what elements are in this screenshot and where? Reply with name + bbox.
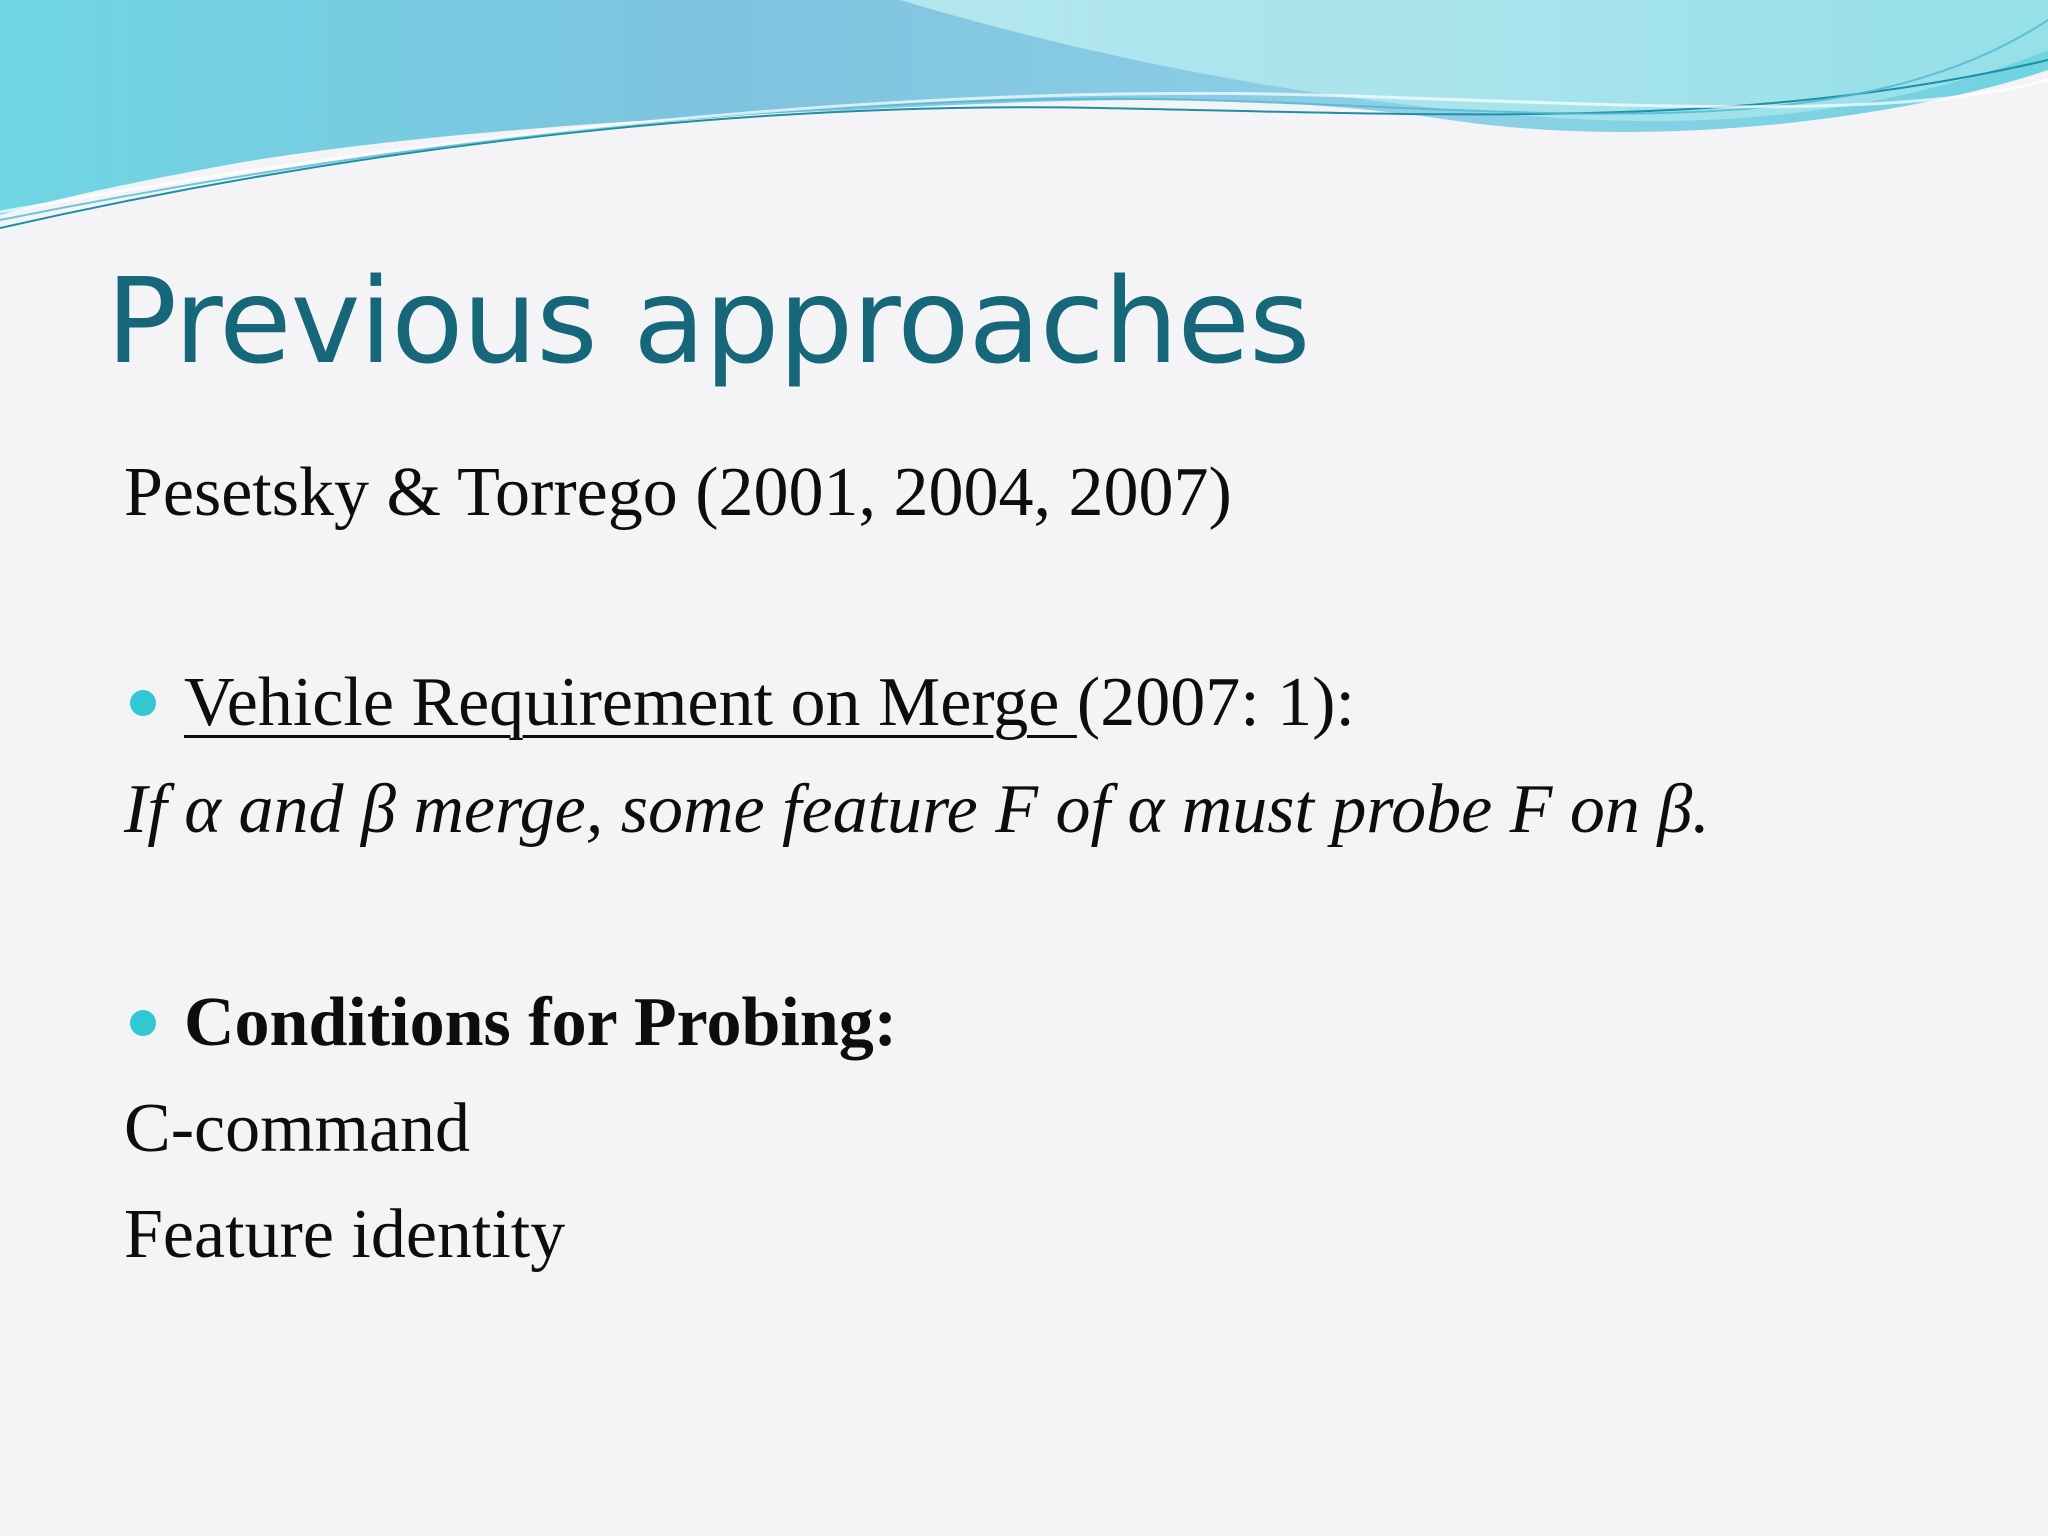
conditions-heading: Conditions for Probing:: [184, 984, 898, 1061]
condition-item: Feature identity: [124, 1196, 566, 1273]
vehicle-requirement-ref: (2007: 1):: [1076, 664, 1355, 741]
vehicle-requirement-term: Vehicle Requirement on Merge: [184, 664, 1077, 741]
bullet-vehicle-requirement: [184, 664, 1355, 741]
citation-text: Pesetsky & Torrego (2001, 2004, 2007): [124, 454, 1232, 531]
bullet-dot-icon: [130, 1010, 156, 1036]
condition-item: C-command: [124, 1090, 471, 1167]
definition-text: If α and β merge, some feature F of α must probe F on β.: [124, 771, 1710, 848]
header-wave-decoration: [0, 0, 2048, 240]
bullet-dot-icon: [130, 690, 156, 716]
slide-title: Previous approaches: [106, 252, 1310, 390]
